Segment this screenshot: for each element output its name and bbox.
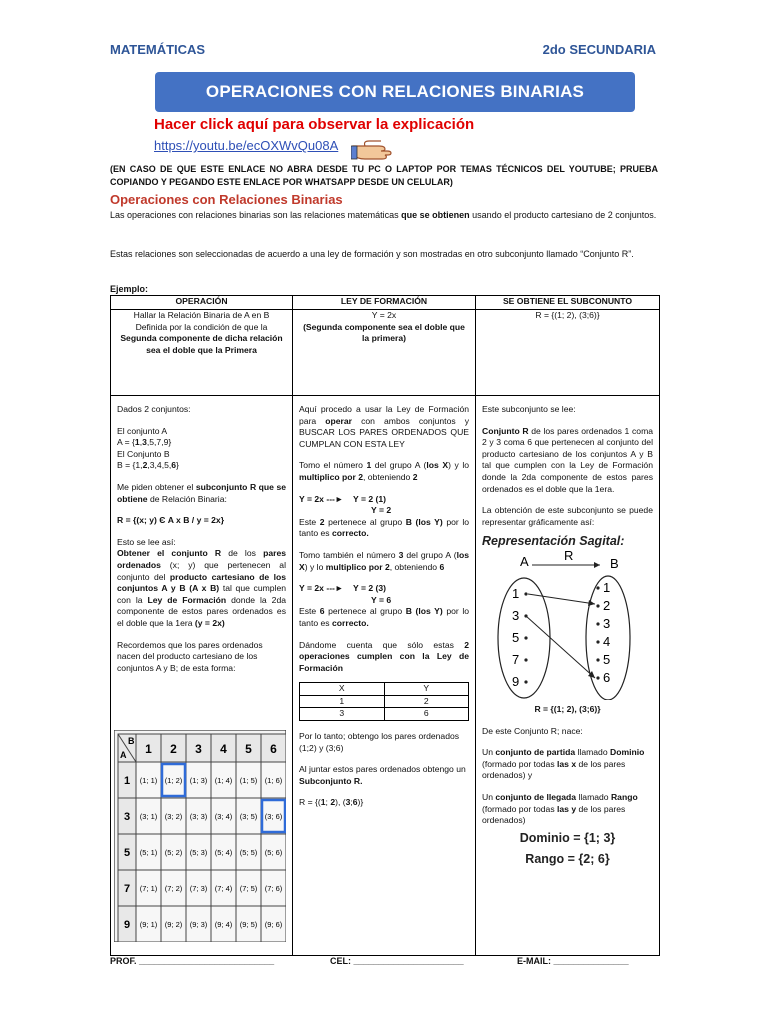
- example-label: Ejemplo:: [110, 284, 149, 294]
- set-b-element: 3: [603, 615, 611, 631]
- ordered-pair: (7; 2): [164, 884, 183, 893]
- text: del grupo A (: [371, 460, 427, 471]
- text: usando el producto cartesiano de 2 conjuntos.: [469, 210, 657, 220]
- text-bold: Segunda componente de dicha relación sea el doble que la Primera: [120, 333, 283, 355]
- click-instruction: Hacer click aquí para observar la explicación: [154, 116, 475, 133]
- point-dot: [596, 604, 599, 607]
- text-bold: Ley de Formación: [147, 594, 227, 605]
- subject-header: MATEMÁTICAS: [110, 42, 206, 57]
- xy-cell: 6: [384, 708, 469, 721]
- link-note: (EN CASO DE QUE ESTE ENLACE NO ABRA DESDE TU PC O LAPTOP POR TEMAS TÉCNICOS DEL YOUTUBE; PRUEBA COPIANDO Y PEGANDO ESTE ENLACE POR WHATSAPP DESDE UN CELULAR): [110, 164, 658, 187]
- text-bold: Subconjunto R.: [299, 775, 363, 786]
- ordered-pair: (3; 4): [214, 812, 233, 821]
- col-header-text: 1: [145, 742, 152, 756]
- text: Por lo tanto; obtengo los pares ordenados (1;2) y (3;6): [299, 731, 460, 753]
- calc-result: Y = 2: [371, 505, 392, 516]
- text-bold: Dominio: [610, 747, 645, 758]
- professor-field: PROF. ___________________________: [110, 956, 275, 966]
- ordered-pair: (5; 5): [239, 848, 258, 857]
- point-dot: [596, 640, 599, 643]
- text: [482, 747, 653, 782]
- text-bold: B (los Y): [405, 516, 443, 527]
- ordered-pair: (9; 2): [164, 920, 183, 929]
- text: llamado: [576, 791, 611, 802]
- ordered-pair: (7; 6): [264, 884, 283, 893]
- corner-label-b: B: [128, 736, 135, 746]
- text: ), (: [335, 797, 346, 808]
- text: [299, 640, 469, 675]
- column-header: OPERACIÓN: [111, 296, 293, 310]
- text: Al juntar estos pares ordenados obtengo un: [299, 764, 466, 775]
- row-header-text: 5: [123, 847, 131, 859]
- email-field: E-MAIL: _______________: [517, 956, 629, 966]
- point-dot: [596, 622, 599, 625]
- ordered-pair: (5; 4): [214, 848, 233, 857]
- set-a-element: 5: [512, 629, 520, 645]
- text: A = {: [117, 437, 135, 448]
- text: ,: [139, 437, 143, 448]
- xy-table: [299, 682, 469, 721]
- explanation-column-3: [476, 396, 660, 956]
- set-a-element: 9: [512, 673, 520, 689]
- ordered-pair: (5; 6): [264, 848, 283, 857]
- set-a-element: 3: [512, 607, 520, 623]
- text: [299, 404, 469, 450]
- text-bold: 2: [412, 471, 418, 482]
- text-bold: las y: [557, 803, 577, 814]
- set-b-element: 2: [603, 597, 611, 613]
- column-header: SE OBTIENE EL SUBCONUNTO: [476, 296, 660, 310]
- ordered-pair: (1; 3): [189, 776, 208, 785]
- text-bold: 6: [171, 460, 177, 471]
- text: llamado: [575, 747, 610, 758]
- ordered-pair: (1; 6): [264, 776, 283, 785]
- mapping-arrow: [526, 616, 595, 678]
- ordered-pair: (3; 2): [164, 812, 183, 821]
- point-dot: [524, 592, 527, 595]
- ordered-pair: (3; 1): [139, 812, 158, 821]
- text-bold: producto cartesiano de los conjuntos A y B (A x B): [117, 571, 287, 594]
- text-bold: operar: [325, 415, 353, 426]
- mapping-arrow: [528, 594, 595, 604]
- text-bold: (y = 2x): [194, 617, 225, 628]
- text: Tomo también el número: [299, 549, 399, 560]
- text: Me piden obtener el: [117, 481, 196, 492]
- col-header-text: 4: [220, 742, 227, 756]
- text: El conjunto A: [117, 425, 168, 436]
- text: [299, 606, 469, 629]
- second-paragraph: Estas relaciones son seleccionadas de acuerdo a una ley de formación y son mostradas en otro subconjunto llamado “Conjunto R”.: [110, 249, 634, 259]
- text: (formado por todas: [482, 758, 558, 769]
- ordered-pair: (7; 5): [239, 884, 258, 893]
- text: pertenece al grupo: [324, 606, 406, 617]
- text-bold: subconjunto R que se obtiene: [117, 481, 287, 504]
- text: Tomo el número: [299, 460, 367, 471]
- point-dot: [596, 658, 599, 661]
- text-bold: conjunto de partida: [495, 747, 576, 758]
- text: Un: [482, 747, 496, 758]
- text: tal que cumplen con la: [117, 583, 287, 605]
- text-bold: pares ordenados: [117, 548, 287, 570]
- text: donde la 2da componente de estos pares ordenados es el doble que la 1era: [117, 594, 287, 628]
- text: , obteniendo: [389, 561, 440, 572]
- text: )}: [357, 797, 364, 808]
- ordered-pair: (7; 3): [189, 884, 208, 893]
- text: Y = 2 (1): [353, 493, 387, 504]
- ordered-pair: (1; 4): [214, 776, 233, 785]
- sagittal-diagram: [482, 550, 650, 700]
- text: con ambos conjuntos y BUSCAR LOS PARES ORDENADOS QUE CUMPLAN CON ESTA LEY: [299, 415, 470, 449]
- text: Este subconjunto se lee:: [482, 404, 576, 414]
- text-bold: 2 operaciones cumplen con la Ley de Formación: [299, 639, 470, 673]
- text: (formado por todas: [482, 803, 558, 814]
- ordered-pair: (9; 5): [239, 920, 258, 929]
- text: De este Conjunto R; nace:: [482, 725, 583, 736]
- calc-result: Y = 6: [371, 594, 392, 605]
- corner-label-a: A: [120, 750, 127, 760]
- ordered-pair: (7; 1): [139, 884, 158, 893]
- subset-result: R = {(1; 2), (3;6)}: [534, 703, 601, 714]
- text-bold: 2: [319, 516, 325, 527]
- text-bold: 3: [142, 437, 147, 448]
- point-dot: [524, 636, 527, 639]
- text: Hallar la Relación Binaria de A en B Definida por la condición de que la: [133, 310, 270, 332]
- ordered-pair: (9; 1): [139, 920, 158, 929]
- xy-cell: 3: [300, 708, 385, 721]
- text-bold: 1: [320, 797, 326, 808]
- text: Aquí procedo a usar la Ley de Formación para: [299, 404, 470, 426]
- text-bold: correcto.: [331, 617, 369, 628]
- ordered-pair: (9; 4): [214, 920, 233, 929]
- text: ) y lo: [448, 460, 470, 471]
- text: de Relación Binaria:: [147, 493, 227, 504]
- text: por lo tanto es: [299, 516, 470, 539]
- text: [299, 517, 469, 540]
- point-dot: [596, 586, 599, 589]
- text-bold: 6: [352, 797, 358, 808]
- text: de los pares ordenados 1 coma 2 y 3 coma 6 que pertenecen al conjunto del producto cartesiano de los conjuntos A y B tal que cumplen con la Ley de Formación donde la 2da componente de estos pares ordenados es el doble que la 1era.: [482, 425, 654, 494]
- text: de los: [221, 548, 264, 559]
- text: ;: [325, 797, 331, 808]
- text: pertenece al grupo: [324, 516, 406, 527]
- text: ,5,7,9}: [146, 437, 172, 448]
- text-bold: Conjunto R: [482, 425, 529, 436]
- calc-line: [299, 583, 469, 595]
- phone-field: CEL: ______________________: [330, 956, 464, 966]
- ordered-pair: (1; 5): [239, 776, 258, 785]
- text: del grupo A (: [403, 549, 457, 560]
- grade-header: 2do SECUNDARIA: [542, 42, 656, 57]
- law-cell: [293, 310, 476, 396]
- pointing-hand-icon: [351, 137, 395, 161]
- intro-paragraph: [110, 209, 658, 222]
- domain-result: Dominio = {1; 3}: [519, 830, 616, 845]
- text: }: [176, 460, 179, 471]
- text-bold: que se obtienen: [401, 210, 470, 220]
- set-a-element: 7: [512, 651, 520, 667]
- text: Recordemos que los pares ordenados nacen del producto cartesiano de los conjuntos A y B; de esta forma:: [117, 639, 263, 673]
- text-bold: Rango: [610, 791, 638, 802]
- text-bold: los X: [299, 549, 470, 572]
- xy-header: X: [300, 683, 385, 696]
- set-b: [117, 460, 286, 472]
- text: ;: [350, 797, 353, 808]
- text: Este: [299, 516, 320, 527]
- arrowhead: [594, 562, 600, 568]
- text: [299, 764, 469, 787]
- set-a-element: 1: [512, 585, 520, 601]
- text: R = {(: [299, 797, 321, 808]
- text: Este: [299, 606, 320, 617]
- ordered-pair: (5; 3): [189, 848, 208, 857]
- set-b-element: 1: [603, 579, 611, 595]
- text-bold: (Segunda componente sea el doble que la primera): [303, 321, 465, 344]
- text: [482, 792, 653, 827]
- set-a-label: A: [520, 553, 529, 569]
- text: B = {1,: [117, 460, 143, 471]
- text: Y = 2x: [371, 310, 397, 320]
- set-b-label: B: [610, 555, 619, 571]
- set-b-element: 6: [603, 669, 611, 685]
- xy-cell: 2: [384, 695, 469, 708]
- text-bold: B (los Y): [405, 606, 443, 617]
- video-link[interactable]: https://youtu.be/ecOXWvQu08A: [154, 138, 339, 153]
- text: [299, 460, 469, 483]
- relation-label: R: [564, 549, 574, 563]
- column-header: LEY DE FORMACIÓN: [293, 296, 476, 310]
- text-bold: Obtener el conjunto R: [117, 548, 222, 559]
- text: ) y lo: [304, 561, 326, 572]
- text: Las operaciones con relaciones binarias son las relaciones matemáticas: [110, 210, 402, 220]
- text-bold: los X: [426, 460, 449, 471]
- relation-definition: R = {(x; y) Є A x B / y = 2x}: [117, 515, 225, 526]
- text: La obtención de este subconjunto se puede representar gráficamente así:: [482, 505, 653, 527]
- arrowhead: [588, 600, 595, 606]
- text-bold: conjunto de llegada: [495, 791, 577, 802]
- set-b-element: 4: [603, 633, 611, 649]
- text: Y = 2x ---►: [299, 493, 344, 504]
- col-header-text: 2: [170, 742, 177, 756]
- text: Un: [482, 791, 496, 802]
- row-header-text: 7: [123, 883, 131, 895]
- text: Dados 2 conjuntos:: [117, 404, 191, 414]
- text-bold: 6: [439, 561, 445, 572]
- set-a: [117, 437, 286, 449]
- text: de los pares ordenados) y: [482, 758, 626, 781]
- text: de los pares ordenados): [482, 803, 626, 826]
- ordered-pair: (3; 6): [264, 812, 283, 821]
- set-b-element: 5: [603, 651, 611, 667]
- ordered-pair: (1; 1): [139, 776, 158, 785]
- text-bold: 2: [330, 797, 336, 808]
- col-header-text: 3: [195, 742, 202, 756]
- ordered-pair: (9; 6): [264, 920, 283, 929]
- text: [117, 482, 286, 505]
- explanation-column-2: [293, 396, 476, 956]
- xy-header: Y: [384, 683, 469, 696]
- text-bold: 3: [398, 549, 404, 560]
- text: El Conjunto B: [117, 448, 170, 459]
- row-header-text: 1: [123, 775, 131, 787]
- text-bold: multiplico por 2: [325, 561, 390, 572]
- sagittal-title: Representación Sagital:: [482, 534, 625, 549]
- ordered-pair: (5; 1): [139, 848, 158, 857]
- operation-cell: [111, 310, 293, 396]
- xy-cell: 1: [300, 695, 385, 708]
- text: , obteniendo: [363, 471, 413, 482]
- ordered-pair: (3; 5): [239, 812, 258, 821]
- text-bold: las x: [557, 758, 577, 769]
- ordered-pair: (7; 4): [214, 884, 233, 893]
- row-header-text: 9: [123, 919, 131, 931]
- row-header-text: 3: [123, 811, 131, 823]
- text-bold: 2: [142, 460, 148, 471]
- text: (x; y) que pertenecen al conjunto del: [117, 559, 287, 582]
- text: Dándome cuenta que sólo estas: [299, 639, 465, 650]
- text: Y = 2x ---►: [299, 583, 344, 594]
- text-bold: correcto.: [331, 528, 369, 539]
- text: Y = 2 (3): [353, 583, 387, 594]
- point-dot: [524, 658, 527, 661]
- point-dot: [596, 676, 599, 679]
- col-header-text: 5: [245, 742, 252, 756]
- ordered-pair: (9; 3): [189, 920, 208, 929]
- text-bold: 3: [345, 797, 351, 808]
- ordered-pair: (1; 2): [164, 776, 183, 785]
- text: por lo tanto es: [299, 606, 470, 628]
- text: Esto se lee así:: [117, 536, 176, 547]
- page-title: OPERACIONES CON RELACIONES BINARIAS: [155, 72, 635, 112]
- ordered-pair: (3; 3): [189, 812, 208, 821]
- col-header-text: 6: [270, 742, 277, 756]
- text-bold: 6: [319, 606, 325, 617]
- section-title: Operaciones con Relaciones Binarias: [110, 192, 343, 207]
- point-dot: [524, 680, 527, 683]
- text: [299, 550, 469, 573]
- calc-line: [299, 494, 469, 506]
- cartesian-product-grid: [114, 730, 286, 942]
- ordered-pair: (5; 2): [164, 848, 183, 857]
- text: [482, 426, 653, 496]
- text-bold: 1: [366, 460, 372, 471]
- text-bold: multiplico por 2: [299, 471, 363, 482]
- text: ,3,4,5,: [147, 460, 172, 471]
- text-bold: 1: [134, 437, 140, 448]
- range-result: Rango = {2; 6}: [525, 852, 610, 867]
- text: [117, 548, 286, 629]
- subset-cell: R = {(1; 2), (3;6)}: [476, 310, 660, 396]
- subset-result: [299, 797, 469, 809]
